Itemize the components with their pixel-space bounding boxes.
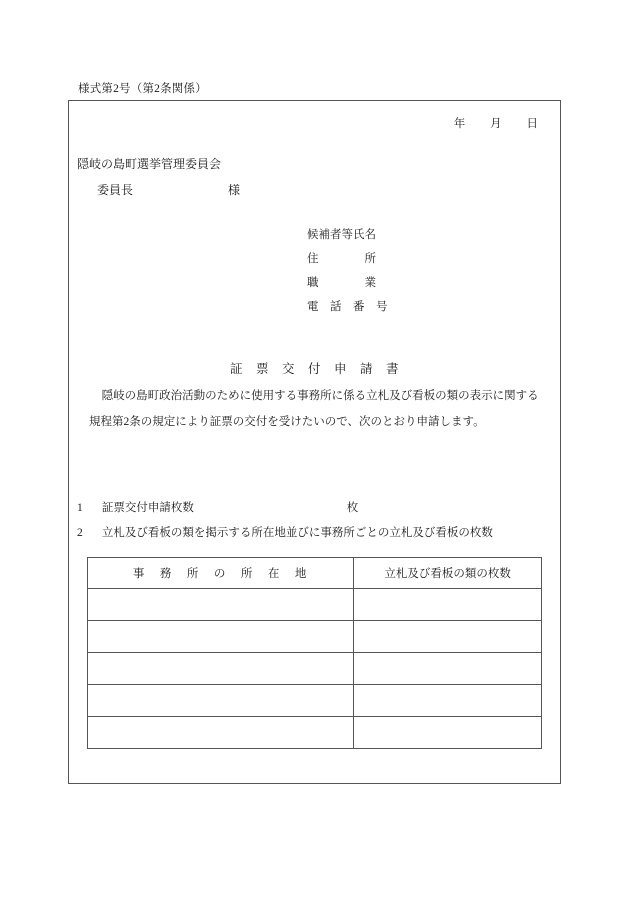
body-paragraph-1: 隠岐の島町政治活動のために使用する事務所に係る立札及び看板の類の表示に関する [101,390,539,402]
applicant-field-address: 住 所 [307,253,376,265]
table-cell-location[interactable] [88,621,354,653]
table-row [88,653,542,685]
date-day-label: 日 [526,118,538,130]
table-row [88,685,542,717]
chairman-label: 委員長 [97,183,134,197]
item-1-label: 証票交付申請枚数 [101,502,194,514]
form-frame [68,100,561,784]
item-2-row [77,524,493,540]
item-2-number: 2 [77,527,83,539]
table-header-row [88,558,542,589]
chairman-row [97,181,240,198]
table-row [88,589,542,621]
addressee-label: 隠岐の島町選挙管理委員会 [77,157,222,171]
table-row [88,717,542,749]
table-cell-count[interactable] [354,717,542,749]
applicant-fields [307,223,388,319]
office-location-table [87,557,542,749]
item-1-number: 1 [77,502,83,514]
table-cell-location[interactable] [88,717,354,749]
table-cell-count[interactable] [354,621,542,653]
table-cell-count[interactable] [354,589,542,621]
item-1-row [77,499,358,515]
table-cell-count[interactable] [354,653,542,685]
applicant-field-name: 候補者等氏名 [307,229,376,241]
item-2-label: 立札及び看板の類を掲示する所在地並びに事務所ごとの立札及び看板の枚数 [101,527,493,539]
table-header-count: 立札及び看板の類の枚数 [354,558,542,589]
date-line [454,115,538,131]
chairman-honorific-label: 様 [228,183,241,197]
table-header-location-label: 事 務 所 の 所 在 地 [132,568,309,580]
table-row [88,621,542,653]
date-year-label: 年 [453,118,466,130]
body-text [89,383,542,435]
table-cell-location[interactable] [88,685,354,717]
date-month-label: 月 [490,118,502,130]
document-title: 証 票 交 付 申 請 書 [229,362,399,376]
table-cell-location[interactable] [88,653,354,685]
body-paragraph-2: 規程第2条の規定により証票の交付を受けたいので、次のとおり申請します。 [89,416,485,428]
applicant-field-phone: 電 話 番 号 [307,301,388,313]
item-1-unit: 枚 [346,502,359,514]
table-cell-location[interactable] [88,589,354,621]
form-number-label: 様式第2号（第2条関係） [78,83,207,95]
table-header-location [88,558,354,589]
table-cell-count[interactable] [354,685,542,717]
applicant-field-occupation: 職 業 [307,277,376,289]
